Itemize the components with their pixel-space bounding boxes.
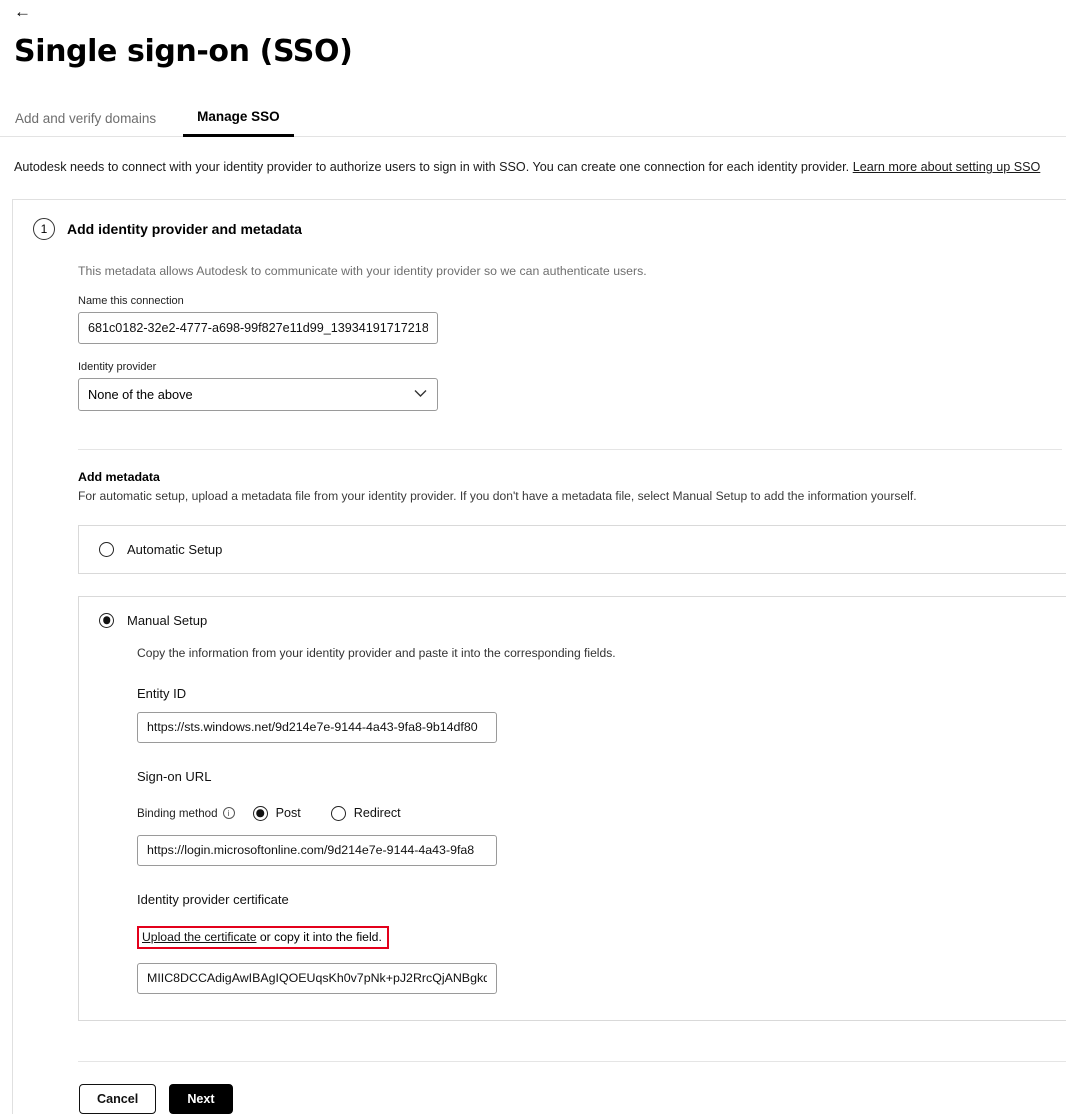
certificate-label: Identity provider certificate — [137, 891, 289, 907]
binding-method-label — [137, 807, 235, 820]
identity-provider-select-wrapper — [78, 378, 438, 411]
step-header — [13, 218, 1066, 240]
page-title: Single sign-on (SSO) — [14, 34, 353, 69]
manual-setup-description: Copy the information from your identity provider and paste it into the corresponding fields. — [137, 645, 616, 660]
sso-setup-card — [12, 199, 1066, 1114]
add-metadata-heading: Add metadata — [78, 469, 160, 484]
add-metadata-description: For automatic setup, upload a metadata file from your identity provider. If you don't have a metadata file, select Manual Setup to add the information yourself. — [78, 488, 917, 503]
info-icon[interactable]: i — [223, 807, 235, 819]
binding-option-post[interactable] — [253, 806, 301, 821]
binding-option-post-label: Post — [275, 806, 301, 821]
manual-setup-body — [99, 628, 1066, 994]
radio-binding-post[interactable] — [253, 806, 268, 821]
intro-text — [0, 137, 1066, 177]
radio-manual-setup[interactable] — [99, 613, 114, 628]
option-manual-setup-label: Manual Setup — [127, 612, 208, 628]
entity-id-label: Entity ID — [137, 685, 187, 701]
option-automatic-setup[interactable] — [78, 525, 1066, 574]
option-manual-setup[interactable] — [78, 596, 1066, 1021]
tab-add-and-verify-domains[interactable]: Add and verify domains — [15, 111, 157, 126]
card-footer — [13, 1062, 1066, 1114]
step-description: This metadata allows Autodesk to communicate with your identity provider so we can authenticate users. — [78, 263, 647, 278]
binding-option-redirect[interactable] — [331, 806, 401, 821]
tab-bar — [0, 99, 1066, 137]
binding-option-redirect-label: Redirect — [353, 806, 401, 821]
next-button[interactable]: Next — [169, 1084, 232, 1114]
arrow-left-icon[interactable]: ← — [14, 1, 31, 21]
intro-paragraph: Autodesk needs to connect with your identity provider to authorize users to sign in with SSO. You can create one connection for each identity provider. — [14, 160, 853, 174]
option-manual-setup-head[interactable] — [99, 613, 1066, 628]
learn-more-link[interactable]: Learn more about setting up SSO — [852, 160, 1041, 174]
upload-certificate-rest: or copy it into the field. — [256, 929, 382, 944]
step-body — [13, 264, 1066, 1021]
entity-id-input[interactable] — [137, 712, 497, 743]
binding-method-row — [137, 806, 1066, 821]
identity-provider-select[interactable]: None of the above — [78, 378, 438, 411]
step-number-badge: 1 — [33, 218, 55, 240]
radio-automatic-setup[interactable] — [99, 542, 114, 557]
radio-binding-redirect[interactable] — [331, 806, 346, 821]
connection-name-input[interactable] — [78, 312, 438, 344]
option-automatic-setup-label: Automatic Setup — [127, 541, 223, 557]
certificate-input[interactable] — [137, 963, 497, 994]
certificate-upload-line — [137, 926, 389, 949]
signon-url-label: Sign-on URL — [137, 768, 212, 784]
step-title: Add identity provider and metadata — [67, 220, 302, 237]
identity-provider-label: Identity provider — [78, 360, 157, 373]
binding-method-text: Binding method — [137, 806, 218, 820]
signon-url-input[interactable] — [137, 835, 497, 866]
back-navigation[interactable] — [0, 0, 1066, 22]
tab-manage-sso[interactable]: Manage SSO — [183, 109, 294, 137]
section-divider — [78, 449, 1062, 450]
cancel-button[interactable]: Cancel — [79, 1084, 156, 1114]
connection-name-label: Name this connection — [78, 294, 184, 307]
upload-certificate-link[interactable]: Upload the certificate — [142, 929, 257, 944]
